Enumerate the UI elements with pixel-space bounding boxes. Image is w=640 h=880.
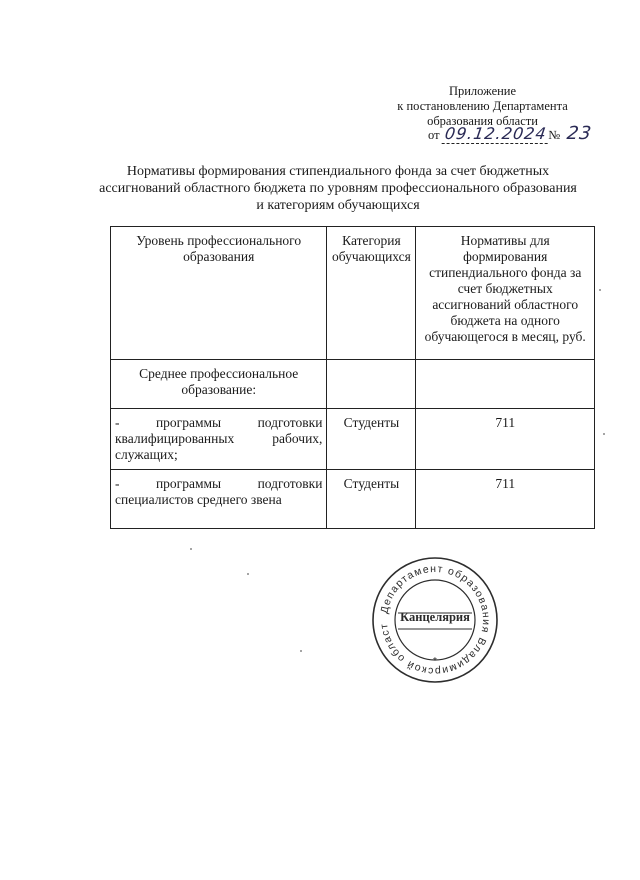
scan-speck (300, 650, 302, 652)
header-level: Уровень профессионального образования (111, 227, 327, 360)
table-row (111, 470, 595, 529)
svg-text:*: * (433, 656, 437, 667)
appendix-label: Приложение (448, 84, 517, 98)
title-line-3: и категориям обучающихся (256, 198, 420, 213)
scan-speck (190, 548, 192, 550)
row-category: Студенты (327, 470, 416, 529)
table-row (111, 409, 595, 470)
table-header-row (111, 227, 595, 360)
title-line-2: ассигнований областного бюджета по уровням профессионального образования (99, 181, 577, 196)
appendix-decree-ref: к постановлению Департамента (397, 99, 568, 113)
scan-speck (247, 573, 249, 575)
section-empty-cell (416, 360, 595, 409)
decree-date-line (428, 123, 594, 144)
handwritten-date: 09.12.2024 (441, 124, 549, 144)
row-level: - программы подготовки специалистов среднего звена (111, 470, 327, 529)
row-norm: 711 (416, 409, 595, 470)
header-norm: Нормативы для формирования стипендиального фонда за счет бюджетных ассигнований областного бюджета на одного обучающегося в месяц, руб. (416, 227, 595, 360)
appendix-department: образования области (427, 114, 538, 128)
seal-center-text: Канцелярия (400, 610, 470, 624)
section-label: Среднее профессиональное образование: (111, 360, 327, 409)
number-sign: № (548, 128, 561, 142)
scan-speck (599, 289, 601, 291)
section-empty-cell (327, 360, 416, 409)
norms-table (110, 226, 595, 529)
document-title (98, 163, 578, 214)
official-seal (370, 555, 500, 685)
table-section-row (111, 360, 595, 409)
title-line-1: Нормативы формирования стипендиального фонда за счет бюджетных (126, 164, 550, 179)
handwritten-number: 23 (565, 123, 594, 144)
seal-ring-text: Департамент образования Владимирской област (378, 562, 493, 678)
row-category: Студенты (327, 409, 416, 470)
scan-speck (603, 433, 605, 435)
date-prefix: от (428, 128, 440, 142)
header-category: Категория обучающихся (327, 227, 416, 360)
row-norm: 711 (416, 470, 595, 529)
row-level: - программы подготовки квалифицированных рабочих, служащих; (111, 409, 327, 470)
